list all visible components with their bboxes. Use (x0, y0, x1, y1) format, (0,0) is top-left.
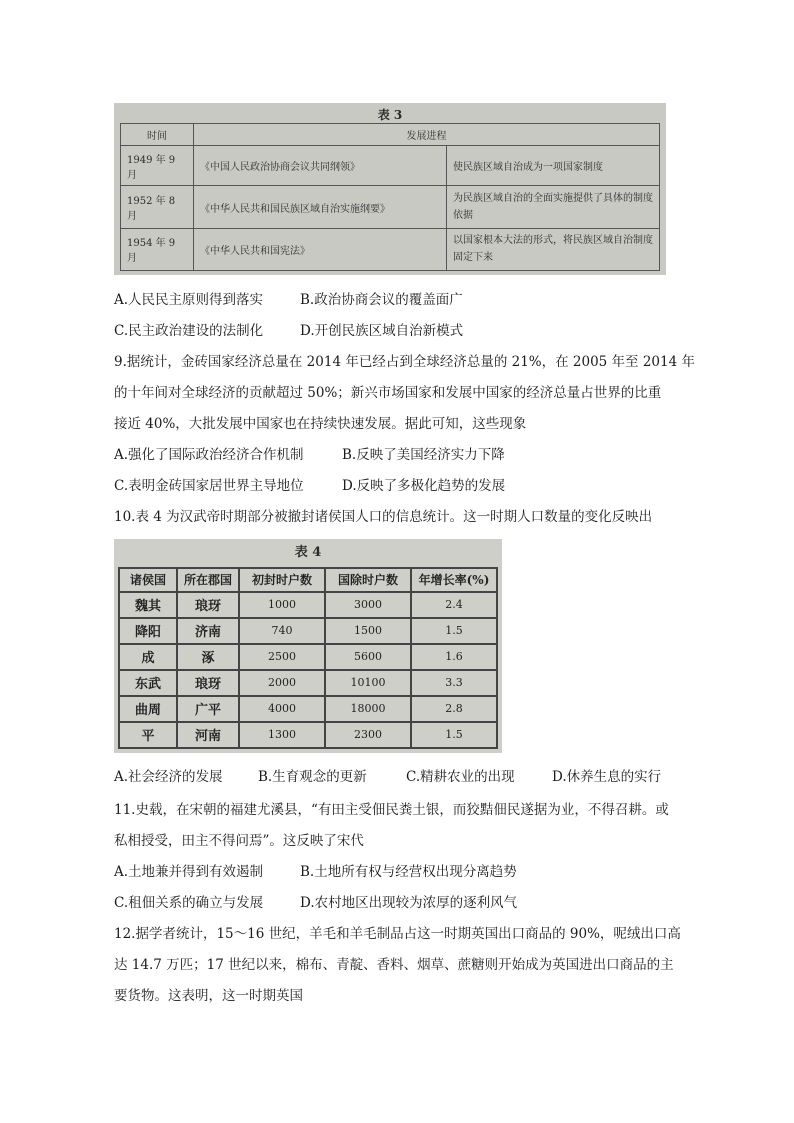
table3-cell: 1952 年 8 月 (121, 186, 194, 228)
q8-option-a: A.人民民主原则得到落实 (114, 292, 264, 308)
table3 (120, 123, 660, 271)
table4-cell: 2500 (239, 644, 325, 670)
table4-cell: 降阳 (119, 618, 177, 644)
q8-option-b: B.政治协商会议的覆盖面广 (300, 292, 463, 308)
table3-header-cell: 时间 (121, 124, 194, 146)
table4-header-cell: 所在郡国 (177, 568, 239, 592)
table3-photo (114, 103, 666, 275)
q12-line-2: 达 14.7 万匹；17 世纪以来，棉布、青靛、香料、烟草、蔗糖则开始成为英国进出口商品的主 (114, 957, 674, 973)
table4-header-row (119, 568, 497, 592)
table4-cell: 1.5 (411, 722, 497, 748)
table4-cell: 2300 (325, 722, 411, 748)
table4-cell: 广平 (177, 696, 239, 722)
table4-cell: 3000 (325, 592, 411, 618)
table3-cell: 《中华人民共和国宪法》 (194, 228, 447, 270)
table4-header-cell: 年增长率(%) (411, 568, 497, 592)
table4-cell: 2000 (239, 670, 325, 696)
q9-line-1: 9.据统计，金砖国家经济总量在 2014 年已经占到全球经济总量的 21%，在 2005 年至 2014 年 (114, 354, 695, 370)
table3-cell: 《中华人民共和国民族区域自治实施纲要》 (194, 186, 447, 228)
table4-header-cell: 初封时户数 (239, 568, 325, 592)
table4-cell: 1000 (239, 592, 325, 618)
table-row (119, 644, 497, 670)
table4-cell: 5600 (325, 644, 411, 670)
table4-cell: 10100 (325, 670, 411, 696)
table4-header-cell: 诸侯国 (119, 568, 177, 592)
q9-option-b: B.反映了美国经济实力下降 (342, 447, 505, 463)
table4-cell: 1.6 (411, 644, 497, 670)
table-row (119, 618, 497, 644)
q10-option-b: B.生育观念的更新 (258, 769, 367, 785)
q11-option-d: D.农村地区出现较为浓厚的逐利风气 (300, 895, 518, 911)
table3-cell: 《中国人民政治协商会议共同纲领》 (194, 146, 447, 186)
q10-option-a: A.社会经济的发展 (114, 769, 223, 785)
table3-cell: 使民族区域自治成为一项国家制度 (447, 146, 660, 186)
table4 (118, 567, 498, 749)
q10-line: 10.表 4 为汉武帝时期部分被撤封诸侯国人口的信息统计。这一时期人口数量的变化反映出 (114, 509, 653, 525)
table4-cell: 1500 (325, 618, 411, 644)
table4-cell: 涿 (177, 644, 239, 670)
table4-cell: 琅玡 (177, 592, 239, 618)
table4-cell: 济南 (177, 618, 239, 644)
table3-cell: 以国家根本大法的形式，将民族区域自治制度固定下来 (447, 228, 660, 270)
q10-option-c: C.精耕农业的出现 (406, 769, 515, 785)
table4-cell: 平 (119, 722, 177, 748)
q9-line-2: 的十年间对全球经济的贡献超过 50%；新兴市场国家和发展中国家的经济总量占世界的比重 (114, 385, 662, 401)
q11-line-1: 11.史载，在宋朝的福建尤溪县，“有田主受佃民粪土银，而狡黠佃民遂据为业，不得召耕。或 (114, 802, 669, 818)
q9-line-3: 接近 40%，大批发展中国家也在持续快速发展。据此可知，这些现象 (114, 416, 527, 432)
table-row (119, 722, 497, 748)
table4-cell: 2.4 (411, 592, 497, 618)
table4-cell: 成 (119, 644, 177, 670)
table3-caption: 表 3 (377, 108, 403, 122)
table-row (119, 696, 497, 722)
table3-cell: 1954 年 9 月 (121, 228, 194, 270)
table4-cell: 曲周 (119, 696, 177, 722)
table-row (121, 186, 660, 228)
table4-cell: 4000 (239, 696, 325, 722)
table3-cell: 为民族区域自治的全面实施提供了具体的制度依据 (447, 186, 660, 228)
table-row (119, 592, 497, 618)
q11-line-2: 私相授受，田主不得问焉”。这反映了宋代 (114, 833, 364, 849)
table4-header-cell: 国除时户数 (325, 568, 411, 592)
table4-caption: 表 4 (294, 545, 322, 560)
q11-option-c: C.租佃关系的确立与发展 (114, 895, 264, 911)
table4-cell: 1300 (239, 722, 325, 748)
q9-option-c: C.表明金砖国家居世界主导地位 (114, 478, 304, 494)
table3-header-row (121, 124, 660, 146)
table4-cell: 740 (239, 618, 325, 644)
table-row (121, 146, 660, 186)
q11-option-a: A.土地兼并得到有效遏制 (114, 864, 264, 880)
table-row (121, 228, 660, 270)
table4-cell: 18000 (325, 696, 411, 722)
q11-option-b: B.土地所有权与经营权出现分离趋势 (300, 864, 517, 880)
q10-option-d: D.休养生息的实行 (552, 769, 662, 785)
table4-cell: 3.3 (411, 670, 497, 696)
q8-option-c: C.民主政治建设的法制化 (114, 323, 264, 339)
table4-cell: 东武 (119, 670, 177, 696)
table4-cell: 琅玡 (177, 670, 239, 696)
table3-cell: 1949 年 9 月 (121, 146, 194, 186)
q8-option-d: D.开创民族区域自治新模式 (300, 323, 464, 339)
q9-option-a: A.强化了国际政治经济合作机制 (114, 447, 304, 463)
q9-option-d: D.反映了多极化趋势的发展 (342, 478, 506, 494)
table4-cell: 河南 (177, 722, 239, 748)
table4-cell: 2.8 (411, 696, 497, 722)
table4-cell: 魏其 (119, 592, 177, 618)
q12-line-3: 要货物。这表明，这一时期英国 (114, 988, 303, 1004)
table4-cell: 1.5 (411, 618, 497, 644)
q12-line-1: 12.据学者统计，15～16 世纪，羊毛和羊毛制品占这一时期英国出口商品的 90%，呢绒出口高 (114, 926, 681, 942)
table4-photo (114, 539, 502, 753)
table-row (119, 670, 497, 696)
table3-header-cell: 发展进程 (194, 124, 660, 146)
